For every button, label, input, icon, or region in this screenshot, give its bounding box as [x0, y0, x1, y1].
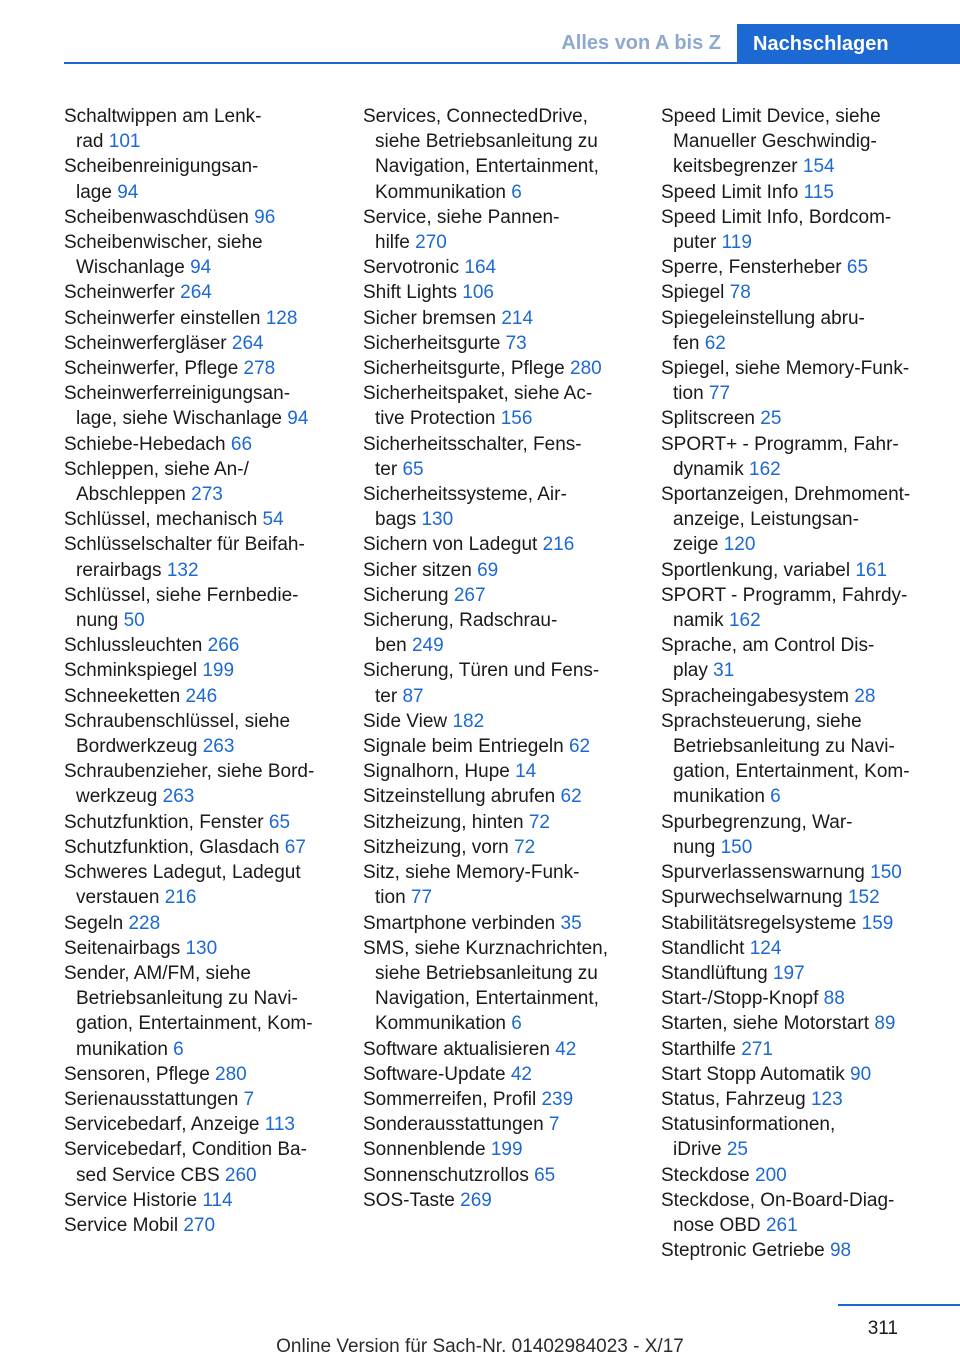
index-entry-term: Schleppen, siehe An-/ Abschleppen	[64, 458, 249, 506]
index-entry-page-link[interactable]: 150	[870, 862, 902, 884]
index-entry-page-link[interactable]: 88	[823, 988, 845, 1010]
index-entry	[363, 558, 653, 583]
index-entry	[363, 734, 653, 759]
index-entry-page-link[interactable]: 77	[410, 887, 433, 909]
index-entry	[64, 532, 354, 582]
index-entry-page-link[interactable]: 90	[850, 1063, 872, 1085]
index-entry	[661, 558, 951, 583]
index-entry	[64, 1213, 354, 1238]
index-entry-term: SMS, siehe Kurznachrichten, siehe Betriebsanleitung zu Navigation, Entertainment, Kommunikation	[363, 937, 609, 1035]
index-entry-page-link[interactable]: 216	[164, 887, 197, 909]
index-entry-page-link[interactable]: 199	[202, 660, 235, 682]
index-entry-page-link[interactable]: 249	[411, 635, 444, 657]
index-entry	[64, 356, 354, 381]
index-entry-term: Signalhorn, Hupe	[363, 761, 510, 783]
index-entry	[64, 331, 354, 356]
index-entry	[64, 709, 354, 759]
index-entry-page-link[interactable]: 65	[534, 1164, 556, 1186]
index-entry-term: Schiebe-Hebedach	[64, 433, 226, 455]
index-entry-page-link[interactable]: 101	[108, 131, 141, 153]
index-column-1	[64, 104, 354, 1238]
index-entry-term: Steckdose	[661, 1164, 750, 1186]
index-entry-term: Sperre, Fensterheber	[661, 257, 842, 279]
index-entry-term: Steckdose, On-Board-Diag- nose OBD	[661, 1189, 895, 1236]
index-entry-term: Service, siehe Pannen- hilfe	[363, 206, 560, 254]
index-entry-page-link[interactable]: 42	[510, 1063, 532, 1085]
index-entry	[363, 784, 653, 809]
index-entry	[64, 860, 354, 910]
index-entry-term: Schlussleuchten	[64, 635, 203, 657]
index-entry	[661, 911, 951, 936]
index-entry-term: Schneeketten	[64, 685, 181, 707]
page-number: 311	[867, 1318, 898, 1339]
index-entry-page-link[interactable]: 164	[464, 257, 497, 279]
index-entry-page-link[interactable]: 150	[720, 836, 753, 858]
index-entry	[661, 1037, 951, 1062]
index-entry-page-link[interactable]: 128	[265, 307, 298, 329]
index-entry-page-link[interactable]: 96	[254, 206, 276, 228]
index-entry	[363, 835, 653, 860]
index-entry-page-link[interactable]: 246	[185, 685, 218, 707]
index-entry-page-link[interactable]: 159	[861, 912, 894, 934]
index-entry	[363, 381, 653, 431]
index-entry-term: Schlüssel, mechanisch	[64, 509, 258, 531]
index-entry-term: SOS-Taste	[363, 1189, 455, 1211]
index-entry-term: Speed Limit Info	[661, 181, 799, 203]
index-entry-term: Spiegel, siehe Memory-Funk- tion	[661, 358, 910, 405]
index-entry	[363, 709, 653, 734]
index-entry-term: Sicherheitspaket, siehe Ac- tive Protection	[363, 383, 593, 430]
index-entry-term: Scheinwerfer, Pflege	[64, 358, 239, 380]
index-entry	[363, 911, 653, 936]
index-entry-term: Seitenairbags	[64, 937, 181, 959]
index-entry	[661, 936, 951, 961]
index-entry-page-link[interactable]: 35	[560, 912, 582, 934]
index-entry-term: Servicebedarf, Anzeige	[64, 1114, 260, 1136]
index-entry	[64, 457, 354, 507]
index-entry-term: Scheinwerfer einstellen	[64, 307, 261, 329]
index-entry	[363, 1037, 653, 1062]
index-entry-term: Software aktualisieren	[363, 1038, 550, 1060]
index-entry-term: Spracheingabesystem	[661, 685, 849, 707]
index-entry-page-link[interactable]: 62	[704, 332, 726, 354]
index-entry-term: Standlüftung	[661, 962, 768, 984]
index-entry-term: Scheinwerfer	[64, 282, 175, 304]
index-entry-term: Sicherheitsschalter, Fens- ter	[363, 433, 582, 480]
index-entry-page-link[interactable]: 124	[749, 937, 782, 959]
index-entry-term: Schlüssel, siehe Fernbedie- nung	[64, 584, 299, 632]
index-entry-term: Sicher sitzen	[363, 559, 472, 581]
index-entry	[661, 583, 951, 633]
index-entry	[661, 1163, 951, 1188]
index-entry-term: Sitzeinstellung abrufen	[363, 786, 556, 808]
index-entry	[64, 507, 354, 532]
index-entry-term: Sicherung, Türen und Fens- ter	[363, 660, 600, 707]
index-entry-term: Starten, siehe Motorstart	[661, 1013, 870, 1035]
index-entry-page-link[interactable]: 228	[128, 912, 161, 934]
index-entry	[363, 608, 653, 658]
index-entry	[363, 810, 653, 835]
index-entry-term: Service Historie	[64, 1189, 198, 1211]
index-entry	[64, 633, 354, 658]
index-entry-page-link[interactable]: 264	[231, 332, 264, 354]
index-entry-page-link[interactable]: 25	[760, 408, 782, 430]
index-entry	[661, 860, 951, 885]
index-entry	[661, 633, 951, 683]
index-entry-page-link[interactable]: 152	[847, 887, 880, 909]
index-entry-term: SPORT+ - Programm, Fahr- dynamik	[661, 433, 899, 480]
index-entry-term: Sonnenblende	[363, 1139, 486, 1161]
index-entry-term: Sitzheizung, hinten	[363, 811, 524, 833]
index-entry-term: Standlicht	[661, 937, 745, 959]
index-entry	[661, 406, 951, 431]
index-entry-page-link[interactable]: 7	[243, 1088, 255, 1110]
index-entry-term: Sitz, siehe Memory-Funk- tion	[363, 862, 580, 909]
index-entry-term: Sonderausstattungen	[363, 1114, 544, 1136]
index-entry-term: Starthilfe	[661, 1038, 736, 1060]
index-entry-term: Service Mobil	[64, 1214, 179, 1236]
index-entry	[363, 1137, 653, 1162]
index-entry-term: Splitscreen	[661, 408, 755, 430]
index-entry	[64, 154, 354, 204]
index-entry-term: Spurbegrenzung, War- nung	[661, 811, 853, 858]
index-entry-term: Sprache, am Control Dis- play	[661, 635, 875, 682]
header-chapter-tab: Nachschlagen	[737, 24, 960, 64]
index-entry	[661, 482, 951, 558]
index-entry-page-link[interactable]: 78	[729, 282, 751, 304]
index-entry-term: Sicher bremsen	[363, 307, 497, 329]
index-entry-term: Sitzheizung, vorn	[363, 836, 509, 858]
index-entry-page-link[interactable]: 54	[262, 509, 284, 531]
index-entry	[64, 759, 354, 809]
index-entry-page-link[interactable]: 25	[726, 1139, 748, 1161]
index-entry-page-link[interactable]: 239	[541, 1088, 574, 1110]
index-entry-page-link[interactable]: 280	[570, 358, 602, 380]
index-entry-page-link[interactable]: 94	[117, 181, 139, 203]
index-entry	[363, 306, 653, 331]
index-entry-page-link[interactable]: 28	[854, 685, 876, 707]
index-entry-page-link[interactable]: 264	[180, 282, 212, 304]
index-entry-page-link[interactable]: 94	[287, 408, 309, 430]
index-entry-term: Sonnenschutzrollos	[363, 1164, 529, 1186]
index-entry	[363, 860, 653, 910]
index-entry-page-link[interactable]: 42	[555, 1038, 577, 1060]
index-entry-page-link[interactable]: 6	[173, 1038, 184, 1060]
index-entry	[661, 104, 951, 180]
index-entry-page-link[interactable]: 72	[514, 836, 536, 858]
index-entry-page-link[interactable]: 120	[723, 534, 756, 556]
index-entry-term: Sicherung, Radschrau- ben	[363, 610, 558, 657]
index-entry-page-link[interactable]: 77	[708, 383, 731, 405]
index-entry	[363, 280, 653, 305]
index-entry-page-link[interactable]: 31	[713, 660, 735, 682]
header-rule	[64, 62, 960, 64]
index-entry-term: Schminkspiegel	[64, 660, 198, 682]
index-entry-page-link[interactable]: 267	[453, 584, 486, 606]
index-entry	[661, 1087, 951, 1112]
index-entry-term: Services, ConnectedDrive, siehe Betriebsanleitung zu Navigation, Entertainment, Kommunikation	[363, 106, 599, 203]
index-entry	[64, 230, 354, 280]
index-entry-page-link[interactable]: 130	[185, 937, 218, 959]
index-entry-term: Sprachsteuerung, siehe Betriebsanleitung zu Navi- gation, Entertainment, Kom- munikation	[661, 710, 910, 808]
index-entry-term: Signale beim Entriegeln	[363, 736, 564, 758]
index-entry	[661, 961, 951, 986]
index-entry-term: Servicebedarf, Condition Ba- sed Service CBS	[64, 1139, 307, 1186]
index-entry	[64, 1137, 354, 1187]
index-entry	[363, 205, 653, 255]
index-entry-page-link[interactable]: 130	[421, 509, 454, 531]
index-entry-term: Schlüsselschalter für Beifah- rerairbags	[64, 534, 305, 581]
index-entry-page-link[interactable]: 113	[264, 1114, 295, 1136]
index-entry-term: Sicherheitssysteme, Air- bags	[363, 484, 567, 531]
index-entry-page-link[interactable]: 87	[402, 685, 424, 707]
index-entry	[661, 306, 951, 356]
index-entry-page-link[interactable]: 263	[162, 786, 195, 808]
index-entry-page-link[interactable]: 62	[560, 786, 582, 808]
index-entry	[64, 936, 354, 961]
index-entry-page-link[interactable]: 50	[123, 610, 145, 632]
index-entry	[363, 936, 653, 1037]
index-entry	[64, 911, 354, 936]
index-entry-term: Schweres Ladegut, Ladegut verstauen	[64, 862, 301, 909]
index-column-3	[661, 104, 951, 1263]
index-entry-term: Scheibenwaschdüsen	[64, 206, 249, 228]
index-entry-page-link[interactable]: 154	[802, 156, 835, 178]
index-entry-page-link[interactable]: 67	[284, 836, 306, 858]
index-entry	[661, 684, 951, 709]
header-section-title: Alles von A bis Z	[561, 31, 721, 54]
index-entry	[64, 306, 354, 331]
index-entry-term: Speed Limit Device, siehe Manueller Geschwindig- keitsbegrenzer	[661, 106, 881, 178]
index-entry-term: Software-Update	[363, 1063, 506, 1085]
index-entry-page-link[interactable]: 6	[511, 181, 522, 203]
index-entry-term: Sichern von Ladegut	[363, 534, 538, 556]
index-entry	[64, 835, 354, 860]
index-entry-term: Scheinwerfergläser	[64, 332, 227, 354]
index-entry-term: Segeln	[64, 912, 124, 934]
index-entry	[661, 709, 951, 810]
index-entry-page-link[interactable]: 94	[190, 257, 212, 279]
index-entry-page-link[interactable]: 197	[772, 962, 805, 984]
index-entry-term: Steptronic Getriebe	[661, 1240, 825, 1262]
index-entry-term: Sportlenkung, variabel	[661, 559, 851, 581]
index-entry	[661, 885, 951, 910]
index-entry	[363, 104, 653, 205]
index-entry-page-link[interactable]: 182	[452, 710, 485, 732]
index-entry	[661, 986, 951, 1011]
index-entry-term: SPORT - Programm, Fahrdy- namik	[661, 584, 908, 632]
index-entry-term: Smartphone verbinden	[363, 912, 556, 934]
index-entry-term: Schaltwippen am Lenk- rad	[64, 106, 262, 153]
index-entry-page-link[interactable]: 7	[548, 1114, 560, 1136]
index-entry-term: Speed Limit Info, Bordcom- puter	[661, 206, 892, 254]
index-entry-page-link[interactable]: 72	[528, 811, 550, 833]
index-entry-term: Sender, AM/FM, siehe Betriebsanleitung zu Navi- gation, Entertainment, Kom- munikation	[64, 962, 313, 1060]
index-entry	[363, 356, 653, 381]
index-entry-page-link[interactable]: 266	[207, 635, 240, 657]
index-entry-term: Spurwechselwarnung	[661, 887, 843, 909]
index-entry-term: Start-/Stopp-Knopf	[661, 988, 819, 1010]
index-entry	[661, 280, 951, 305]
index-entry-term: Sommerreifen, Profil	[363, 1088, 537, 1110]
index-entry	[64, 1087, 354, 1112]
index-entry	[64, 1112, 354, 1137]
index-entry	[363, 532, 653, 557]
index-entry-page-link[interactable]: 273	[191, 484, 223, 506]
index-entry-term: Spiegel	[661, 282, 725, 304]
index-entry-page-link[interactable]: 278	[243, 358, 276, 380]
index-entry-term: Scheinwerferreinigungsan- lage, siehe Wischanlage	[64, 383, 291, 430]
index-entry-term: Serienausstattungen	[64, 1088, 239, 1110]
index-entry	[661, 1011, 951, 1036]
index-entry	[661, 1112, 951, 1162]
index-entry-page-link[interactable]: 214	[501, 307, 534, 329]
index-entry	[661, 1062, 951, 1087]
index-entry-page-link[interactable]: 132	[166, 559, 199, 581]
index-entry	[64, 684, 354, 709]
index-entry	[64, 381, 354, 431]
index-entry-term: Side View	[363, 710, 448, 732]
index-entry-page-link[interactable]: 161	[855, 559, 888, 581]
index-entry	[363, 432, 653, 482]
index-entry-term: Stabilitätsregelsysteme	[661, 912, 857, 934]
index-entry	[363, 1188, 653, 1213]
index-entry-page-link[interactable]: 156	[500, 408, 533, 430]
index-entry	[661, 810, 951, 860]
index-entry	[363, 255, 653, 280]
index-entry-term: Schutzfunktion, Glasdach	[64, 836, 280, 858]
index-entry	[661, 1188, 951, 1238]
index-entry	[661, 356, 951, 406]
index-entry-term: Start Stopp Automatik	[661, 1063, 845, 1085]
index-entry-page-link[interactable]: 66	[230, 433, 253, 455]
index-entry	[363, 1087, 653, 1112]
index-entry	[661, 255, 951, 280]
index-entry-page-link[interactable]: 123	[810, 1088, 843, 1110]
index-entry-term: Schutzfunktion, Fenster	[64, 811, 264, 833]
index-entry-page-link[interactable]: 200	[755, 1164, 787, 1186]
index-entry-page-link[interactable]: 65	[402, 458, 424, 480]
index-entry	[64, 1062, 354, 1087]
index-entry	[661, 1238, 951, 1263]
index-entry-page-link[interactable]: 89	[874, 1013, 896, 1035]
page-number-rule	[838, 1304, 960, 1306]
index-entry-page-link[interactable]: 106	[462, 282, 494, 304]
index-entry-page-link[interactable]: 73	[505, 332, 527, 354]
index-entry	[64, 658, 354, 683]
index-entry-term: Schraubenschlüssel, siehe Bordwerkzeug	[64, 710, 291, 758]
index-entry-term: Servotronic	[363, 257, 460, 279]
index-entry	[64, 1188, 354, 1213]
index-entry-page-link[interactable]: 65	[268, 811, 291, 833]
index-entry	[64, 432, 354, 457]
index-entry-term: Scheibenwischer, siehe Wischanlage	[64, 232, 263, 279]
index-entry	[363, 1062, 653, 1087]
index-entry-page-link[interactable]: 270	[183, 1214, 216, 1236]
index-entry-term: Schraubenzieher, siehe Bord- werkzeug	[64, 761, 315, 808]
index-entry-page-link[interactable]: 115	[803, 181, 834, 203]
index-entry-term: Statusinformationen, iDrive	[661, 1114, 836, 1161]
index-entry-page-link[interactable]: 162	[728, 610, 761, 632]
index-entry-term: Scheibenreinigungsan- lage	[64, 156, 259, 203]
index-entry	[363, 1112, 653, 1137]
index-entry-term: Shift Lights	[363, 282, 457, 304]
index-entry	[363, 482, 653, 532]
index-entry-term: Sicherheitsgurte, Pflege	[363, 358, 565, 380]
index-entry-page-link[interactable]: 271	[741, 1038, 773, 1060]
index-entry	[64, 280, 354, 305]
index-entry-page-link[interactable]: 269	[460, 1189, 492, 1211]
index-entry	[363, 331, 653, 356]
index-entry-page-link[interactable]: 69	[477, 559, 499, 581]
index-entry-page-link[interactable]: 280	[215, 1063, 247, 1085]
index-entry-page-link[interactable]: 98	[829, 1240, 852, 1262]
index-entry	[363, 583, 653, 608]
index-entry-term: Spiegeleinstellung abru- fen	[661, 307, 865, 354]
index-entry-term: Spurverlassenswarnung	[661, 862, 865, 884]
index-entry	[661, 432, 951, 482]
index-entry-page-link[interactable]: 119	[721, 232, 752, 254]
index-entry	[661, 180, 951, 205]
index-entry	[363, 1163, 653, 1188]
index-entry-page-link[interactable]: 6	[511, 1013, 522, 1035]
index-entry-term: Sensoren, Pflege	[64, 1063, 210, 1085]
index-entry-page-link[interactable]: 14	[515, 761, 537, 783]
index-entry	[363, 658, 653, 708]
index-entry-term: Sportanzeigen, Drehmoment- anzeige, Leistungsan- zeige	[661, 484, 911, 556]
index-entry-page-link[interactable]: 6	[770, 786, 781, 808]
index-entry-page-link[interactable]: 270	[415, 232, 447, 254]
index-entry-page-link[interactable]: 114	[202, 1189, 233, 1211]
index-entry-term: Status, Fahrzeug	[661, 1088, 806, 1110]
index-entry-page-link[interactable]: 162	[749, 458, 781, 480]
index-column-2	[363, 104, 653, 1213]
index-entry-term: Sicherheitsgurte	[363, 332, 501, 354]
index-entry-page-link[interactable]: 199	[490, 1139, 523, 1161]
index-entry-page-link[interactable]: 260	[224, 1164, 257, 1186]
index-entry	[363, 759, 653, 784]
index-entry-page-link[interactable]: 263	[202, 736, 235, 758]
index-entry-page-link[interactable]: 216	[542, 534, 575, 556]
index-entry-page-link[interactable]: 261	[765, 1214, 798, 1236]
index-entry-page-link[interactable]: 62	[568, 736, 591, 758]
index-entry	[64, 810, 354, 835]
index-entry	[661, 205, 951, 255]
index-entry	[64, 961, 354, 1062]
index-entry-page-link[interactable]: 65	[846, 257, 869, 279]
index-entry	[64, 104, 354, 154]
index-entry	[64, 583, 354, 633]
index-entry	[64, 205, 354, 230]
index-entry-term: Sicherung	[363, 584, 449, 606]
online-version-footer: Online Version für Sach-Nr. 01402984023 - X/17	[276, 1336, 684, 1357]
